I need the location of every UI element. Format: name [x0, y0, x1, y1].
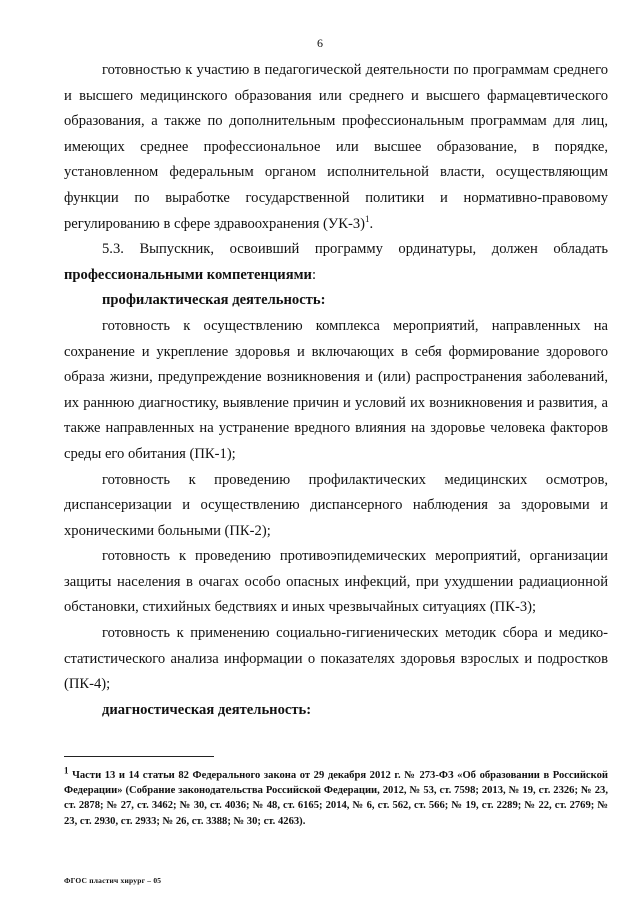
footer-document-tag: ФГОС пластич хирург – 05	[64, 876, 162, 885]
footnote-marker: 1	[64, 765, 69, 776]
heading-preventive-activity: профилактическая деятельность:	[102, 292, 326, 309]
footnote	[64, 765, 608, 829]
paragraph-5-3-end: :	[311, 266, 317, 283]
paragraph-uk3	[64, 58, 608, 237]
paragraph-5-3	[64, 237, 608, 288]
paragraph-pk4: готовность к применению социально-гигиенических методик сбора и медико-статистического анализа информации о показателях здоровья взрослых и подростков (ПК-4);	[64, 625, 608, 693]
paragraph-pk2: готовность к проведению профилактических медицинских осмотров, диспансеризации и осуществлению диспансерного наблюдения за здоровыми и хроническими больными (ПК-2);	[64, 471, 608, 539]
paragraph-5-3-text: 5.3. Выпускник, освоивший программу ординатуры, должен обладать	[102, 241, 608, 258]
footnote-text: Части 13 и 14 статьи 82 Федерального закона от 29 декабря 2012 г. № 273-ФЗ «Об образовании в Российской Федерации» (Собрание законодательства Российской Федерации, 2012, № 53, ст. 7598; 2013, № 19, ст. 2326; № 23, ст. 2878; № 27, ст. 3462; № 30, ст. 4036; № 48, ст. 6165; 2014, № 6, ст. 562, ст. 566; № 19, ст. 2289; № 22, ст. 2769; № 23, ст. 2930, ст. 2933; № 26, ст. 3388; № 30; ст. 4263).	[64, 770, 608, 827]
paragraph-pk3: готовность к проведению противоэпидемических мероприятий, организации защиты населения в очагах особо опасных инфекций, при ухудшении радиационной обстановки, стихийных бедствиях и иных чрезвычайных ситуациях (ПК-3);	[64, 548, 608, 616]
heading-diagnostic-activity: диагностическая деятельность:	[102, 701, 312, 718]
professional-competencies-term: профессиональными компетенциями	[64, 266, 312, 283]
paragraph-uk3-text: готовностью к участию в педагогической деятельности по программам среднего и высшего медицинского образования или среднего и высшего фармацевтического образования, а также по дополнительным профессиональным программам для лиц, имеющих среднее профессиональное или высшее образование, в порядке, установленном федеральным органом исполнительной власти, осуществляющим функции по выработке государственной политики и нормативно-правовому регулированию в сфере здравоохранения (УК-3)	[64, 62, 608, 232]
page-number: 6	[317, 36, 323, 50]
paragraph-pk1: готовность к осуществлению комплекса мероприятий, направленных на сохранение и укрепление здоровья и включающих в себя формирование здорового образа жизни, предупреждение возникновения и (или) распространения заболеваний, их раннюю диагностику, выявление причин и условий их возникновения и развития, а также направленных на устранение вредного влияния на здоровье человека факторов среды его обитания (ПК-1);	[64, 317, 608, 462]
footnote-reference: 1	[365, 213, 370, 224]
paragraph-uk3-end: .	[369, 215, 374, 232]
footnote-divider	[64, 756, 214, 757]
body-text	[64, 58, 608, 723]
